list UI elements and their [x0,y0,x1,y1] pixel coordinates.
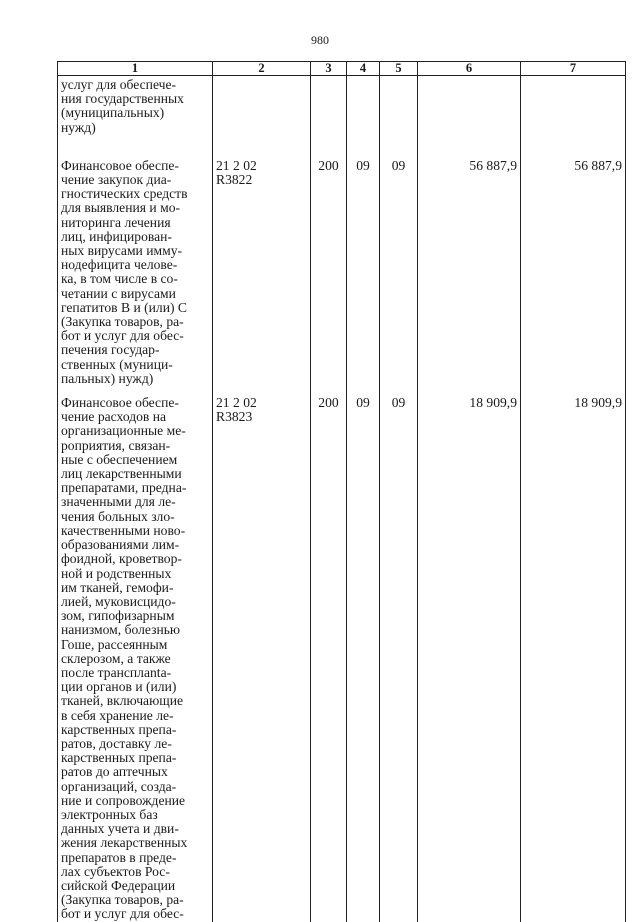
row-name: Финансовое обеспе- чение расходов на организационные ме- роприятия, связан- ные с обеспечением лиц лекарственными препаратами, предна- значенными для ле- чения больных зло- качественными ново- образованиями лим- фоидной, кроветвор- ной и родственных им тканей, гемофи- лией, муковисцидо- зом, гипофизарным нанизмом, болезнью Гоше, рассеянным склерозом, а также после трансплanta- ции органов и (или) тканей, включающие в себя хранение ле- карственных препа- ратов, доставку ле- карственных препа- ратов до аптечных организаций, созда- ние и сопровождение электронных баз данных учета и дви- жения лекарственных препаратов в преде- лах субъектов Рос- сийской Федерации (Закупка товаров, ра- бот и услуг для обес- [58,386,213,922]
row-c4: 09 [347,386,380,922]
column-header-7: 7 [521,62,626,76]
page-number: 980 [311,33,329,47]
row-c5: 09 [380,386,418,922]
row-c7 [521,76,626,149]
column-header-5: 5 [380,62,418,76]
row-code: 21 2 02 R3822 [213,149,311,386]
row-c6: 18 909,9 [418,386,521,922]
budget-table [57,61,626,922]
row-code: 21 2 02 R3823 [213,386,311,922]
column-header-3: 3 [311,62,347,76]
row-c5: 09 [380,149,418,386]
row-c4: 09 [347,149,380,386]
row-code [213,76,311,149]
row-c3 [311,76,347,149]
column-header-6: 6 [418,62,521,76]
table-row [58,149,626,386]
table-row [58,76,626,149]
row-c7: 56 887,9 [521,149,626,386]
row-c6 [418,76,521,149]
column-header-2: 2 [213,62,311,76]
header-row [58,62,626,76]
column-header-1: 1 [58,62,213,76]
column-header-4: 4 [347,62,380,76]
row-c6: 56 887,9 [418,149,521,386]
row-c3: 200 [311,386,347,922]
table-row [58,386,626,922]
row-c3: 200 [311,149,347,386]
row-c4 [347,76,380,149]
row-c5 [380,76,418,149]
row-c7: 18 909,9 [521,386,626,922]
row-name: Финансовое обеспе- чение закупок диа- гностических средств для выявления и мо- ниторинга лечения лиц, инфицирован- ных вирусами имму- нодефицита челове- ка, в том числе в со- четании с вирусами гепатитов В и (или) С (Закупка товаров, ра- бот и услуг для обес- печения государ- ственных (муници- пальных) нужд) [58,149,213,386]
row-name: услуг для обеспече- ния государственных (муниципальных) нужд) [58,76,213,149]
